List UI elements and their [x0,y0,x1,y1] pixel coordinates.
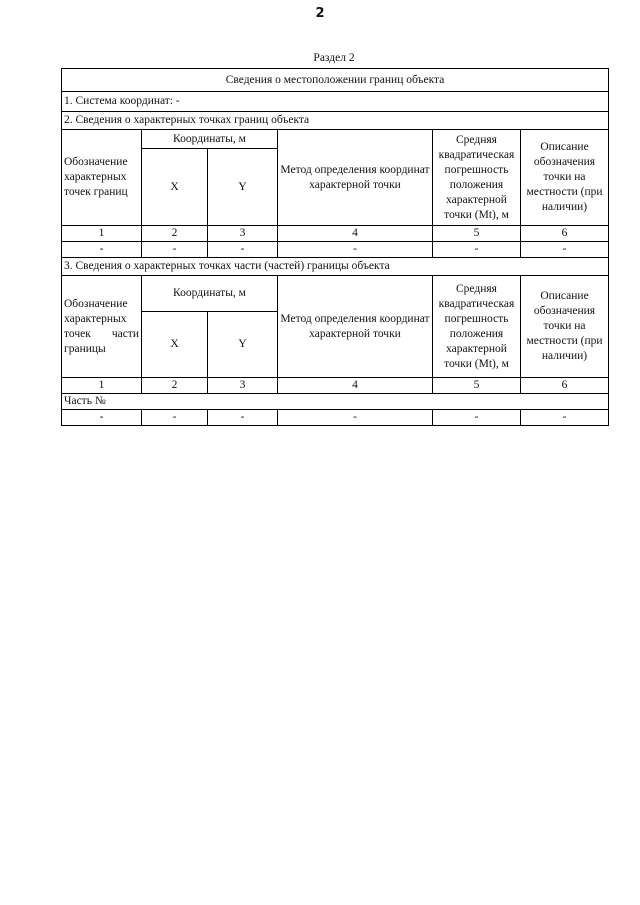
header-error-part: Средняя квадратическая погрешность положения характерной точки (Mt), м [433,276,521,378]
table-cell: - [62,410,142,426]
col-number: 5 [433,378,521,394]
col-number: 2 [142,378,208,394]
col-number: 3 [208,226,278,242]
section2-title: 2. Сведения о характерных точках границ объекта [62,112,609,130]
header-description: Описание обозначения точки на местности (при наличии) [521,130,609,226]
header-description-part: Описание обозначения точки на местности (при наличии) [521,276,609,378]
part-label: Часть № [62,394,609,410]
col-number: 6 [521,378,609,394]
header-designation: Обозначение характерных точек границ [62,130,142,226]
section-title: Раздел 2 [313,52,355,64]
header-x-part: X [142,312,208,378]
section2-column-numbers [62,226,609,242]
col-number: 1 [62,226,142,242]
table-cell: - [208,410,278,426]
header-designation-part [62,276,142,378]
header-method-part: Метод определения координат характерной точки [278,276,433,378]
table-cell: - [278,242,433,258]
designation-line: Обозначение [64,297,128,310]
table-title: Сведения о местоположении границ объекта [62,69,609,92]
table-cell: - [142,242,208,258]
boundary-table [61,68,609,426]
header-method: Метод определения координат характерной точки [278,130,433,226]
table-cell: - [62,242,142,258]
section3-column-numbers [62,378,609,394]
section3-title-row [62,258,609,276]
header-error: Средняя квадратическая погрешность положения характерной точки (Mt), м [433,130,521,226]
coordinate-system-row [62,92,609,112]
table-cell: - [521,410,609,426]
page-number: 2 [315,6,325,21]
header-y-part: Y [208,312,278,378]
section2-title-row [62,112,609,130]
col-number: 2 [142,226,208,242]
table-title-row [62,69,609,92]
col-number: 3 [208,378,278,394]
section3-header-row [62,276,609,312]
col-number: 1 [62,378,142,394]
header-coords: Координаты, м [142,130,278,149]
col-number: 6 [521,226,609,242]
header-coords-part: Координаты, м [142,276,278,312]
col-number: 5 [433,226,521,242]
part-label-row [62,394,609,410]
section2-header-row [62,130,609,149]
table-cell: - [433,410,521,426]
coordinate-system: 1. Система координат: - [62,92,609,112]
table-cell: - [208,242,278,258]
table-row [62,410,609,426]
table-row [62,242,609,258]
table-cell: - [142,410,208,426]
designation-line: границы [64,342,106,355]
section3-title: 3. Сведения о характерных точках части (частей) границы объекта [62,258,609,276]
designation-line: характерных [64,312,127,325]
col-number: 4 [278,226,433,242]
header-y: Y [208,149,278,226]
table-cell: - [521,242,609,258]
col-number: 4 [278,378,433,394]
header-x: X [142,149,208,226]
table-cell: - [433,242,521,258]
table-cell: - [278,410,433,426]
designation-line: точек части [64,327,139,340]
